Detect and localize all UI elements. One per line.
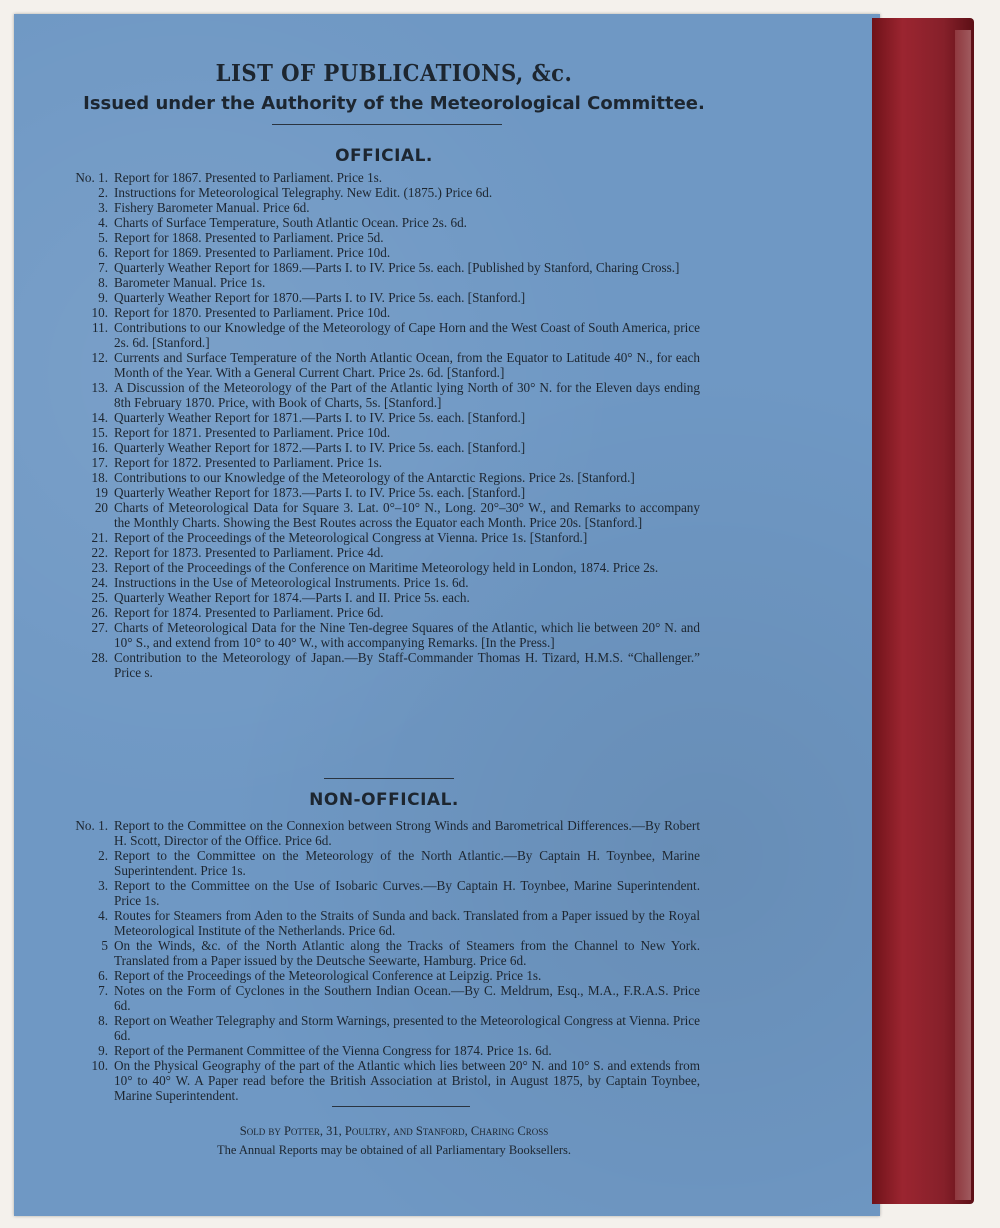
item-text: Quarterly Weather Report for 1874.—Parts I. and II. Price 5s. each.: [114, 590, 470, 605]
list-item: [60, 983, 700, 1013]
item-text: Report for 1874. Presented to Parliament. Price 6d.: [114, 605, 384, 620]
list-item: [60, 818, 700, 848]
item-number: 13.: [91, 380, 108, 395]
item-number: No. 1.: [75, 170, 108, 185]
item-text: Report for 1869. Presented to Parliament. Price 10d.: [114, 245, 391, 260]
item-number: 7.: [98, 983, 108, 998]
item-number: No. 1.: [75, 818, 108, 833]
item-text: Report for 1871. Presented to Parliament. Price 10d.: [114, 425, 391, 440]
item-text: On the Physical Geography of the part of the Atlantic which lies between 20° N. and 10° S. and extends from 10° to 40° W. A Paper read before the British Association at Bristol, in August 1875, by Captain Toynbee, Marine Superintendent.: [114, 1058, 700, 1103]
list-item: [60, 560, 700, 575]
item-number: 18.: [91, 470, 108, 485]
item-text: Quarterly Weather Report for 1873.—Parts I. to IV. Price 5s. each. [Stanford.]: [114, 485, 526, 500]
item-number: 17.: [91, 455, 108, 470]
list-item: [60, 908, 700, 938]
item-number: 27.: [91, 620, 108, 635]
item-number: 26.: [91, 605, 108, 620]
list-item: [60, 305, 700, 320]
page-subtitle: Issued under the Authority of the Meteorological Committee.: [83, 93, 705, 114]
item-text: Report for 1872. Presented to Parliament. Price 1s.: [114, 455, 383, 470]
item-number: 9.: [98, 290, 108, 305]
item-text: Fishery Barometer Manual. Price 6d.: [114, 200, 310, 215]
item-number: 11.: [92, 320, 108, 335]
item-text: Instructions in the Use of Meteorological Instruments. Price 1s. 6d.: [114, 575, 469, 590]
list-item: [60, 455, 700, 470]
list-item: [60, 878, 700, 908]
list-item: [60, 1058, 700, 1103]
item-number: 6.: [98, 245, 108, 260]
cover-content: [14, 14, 880, 1216]
item-number: 4.: [98, 215, 108, 230]
item-text: Report to the Committee on the Connexion between Strong Winds and Barometrical Differences.—By Robert H. Scott, Director of the Office. Price 6d.: [114, 818, 700, 848]
page-title: LIST OF PUBLICATIONS, &c.: [215, 60, 573, 87]
item-number: 25.: [91, 590, 108, 605]
pamphlet-cover: [14, 14, 880, 1216]
item-number: 12.: [91, 350, 108, 365]
list-item: [60, 410, 700, 425]
list-item: [60, 350, 700, 380]
item-number: 23.: [91, 560, 108, 575]
item-text: Quarterly Weather Report for 1869.—Parts I. to IV. Price 5s. each. [Published by Stanford, Charing Cross.]: [114, 260, 680, 275]
list-item: [60, 530, 700, 545]
item-text: Report for 1867. Presented to Parliament. Price 1s.: [114, 170, 383, 185]
item-text: Report for 1868. Presented to Parliament. Price 5d.: [114, 230, 384, 245]
list-item: [60, 245, 700, 260]
item-text: Report of the Proceedings of the Meteorological Congress at Vienna. Price 1s. [Stanford.]: [114, 530, 588, 545]
item-text: Charts of Meteorological Data for Square 3. Lat. 0°–10° N., Long. 20°–30° W., and Remarks to accompany the Monthly Charts. Showing the Best Routes across the Equator each Month. Price 20s. [Stanford.]: [114, 500, 700, 530]
official-heading: OFFICIAL.: [335, 146, 433, 166]
item-text: Instructions for Meteorological Telegraphy. New Edit. (1875.) Price 6d.: [114, 185, 493, 200]
item-number: 21.: [91, 530, 108, 545]
item-text: Report for 1873. Presented to Parliament. Price 4d.: [114, 545, 384, 560]
item-text: Report for 1870. Presented to Parliament. Price 10d.: [114, 305, 391, 320]
list-item: [60, 620, 700, 650]
list-item: [60, 575, 700, 590]
list-item: [60, 590, 700, 605]
list-item: [60, 968, 700, 983]
item-text: Report on Weather Telegraphy and Storm Warnings, presented to the Meteorological Congress at Vienna. Price 6d.: [114, 1013, 700, 1043]
item-number: 20: [94, 500, 108, 515]
item-number: 24.: [91, 575, 108, 590]
item-text: A Discussion of the Meteorology of the Part of the Atlantic lying North of 30° N. for the Eleven days ending 8th February 1870. Price, with Book of Charts, 5s. [Stanford.]: [114, 380, 700, 410]
item-number: 22.: [91, 545, 108, 560]
list-item: [60, 320, 700, 350]
item-text: Report of the Proceedings of the Conference on Maritime Meteorology held in London, 1874. Price 2s.: [114, 560, 659, 575]
item-text: Report of the Proceedings of the Meteorological Conference at Leipzig. Price 1s.: [114, 968, 542, 983]
item-text: Barometer Manual. Price 1s.: [114, 275, 266, 290]
item-text: Quarterly Weather Report for 1870.—Parts I. to IV. Price 5s. each. [Stanford.]: [114, 290, 526, 305]
title-divider: [272, 124, 502, 125]
item-text: Report of the Permanent Committee of the Vienna Congress for 1874. Price 1s. 6d.: [114, 1043, 552, 1058]
item-text: On the Winds, &c. of the North Atlantic along the Tracks of Steamers from the Channel to New York. Translated from a Paper issued by the Deutsche Seewarte, Hamburg. Price 6d.: [114, 938, 700, 968]
list-item: [60, 440, 700, 455]
non-official-heading: NON-OFFICIAL.: [309, 790, 459, 810]
item-number: 9.: [98, 1043, 108, 1058]
list-item: [60, 185, 700, 200]
list-item: [60, 650, 700, 680]
item-number: 19: [94, 485, 108, 500]
list-item: [60, 290, 700, 305]
non-official-list: [60, 818, 700, 1103]
item-text: Report to the Committee on the Meteorology of the North Atlantic.—By Captain H. Toynbee, Marine Superintendent. Price 1s.: [114, 848, 700, 878]
list-item: [60, 170, 700, 185]
footer-annual-reports: The Annual Reports may be obtained of all Parliamentary Booksellers.: [216, 1143, 572, 1157]
item-number: 8.: [98, 275, 108, 290]
item-number: 5.: [98, 230, 108, 245]
list-item: [60, 230, 700, 245]
item-text: Notes on the Form of Cyclones in the Southern Indian Ocean.—By C. Meldrum, Esq., M.A., F.R.A.S. Price 6d.: [114, 983, 700, 1013]
item-text: Quarterly Weather Report for 1872.—Parts I. to IV. Price 5s. each. [Stanford.]: [114, 440, 526, 455]
list-item: [60, 938, 700, 968]
list-item: [60, 1013, 700, 1043]
item-number: 3.: [98, 878, 108, 893]
list-item: [60, 485, 700, 500]
item-text: Charts of Meteorological Data for the Nine Ten-degree Squares of the Atlantic, which lie between 20° N. and 10° S., and extend from 10° to 40° W., with accompanying Remarks. [In the Press.]: [114, 620, 700, 650]
list-item: [60, 848, 700, 878]
section-divider: [324, 778, 454, 779]
item-number: 6.: [98, 968, 108, 983]
list-item: [60, 215, 700, 230]
list-item: [60, 260, 700, 275]
item-number: 10.: [91, 1058, 108, 1073]
item-text: Currents and Surface Temperature of the North Atlantic Ocean, from the Equator to Latitude 40° N., for each Month of the Year. With a General Current Chart. Price 2s. 6d. [Stanford.]: [114, 350, 700, 380]
list-item: [60, 380, 700, 410]
list-item: [60, 275, 700, 290]
footer-divider: [332, 1106, 470, 1107]
list-item: [60, 545, 700, 560]
list-item: [60, 425, 700, 440]
item-number: 16.: [91, 440, 108, 455]
item-number: 7.: [98, 260, 108, 275]
item-number: 2.: [98, 185, 108, 200]
official-list: [60, 170, 700, 680]
item-number: 28.: [91, 650, 108, 665]
list-item: [60, 200, 700, 215]
item-number: 3.: [98, 200, 108, 215]
item-text: Contributions to our Knowledge of the Meteorology of Cape Horn and the West Coast of South America, price 2s. 6d. [Stanford.]: [114, 320, 700, 350]
item-number: 10.: [91, 305, 108, 320]
list-item: [60, 500, 700, 530]
item-number: 2.: [98, 848, 108, 863]
item-text: Quarterly Weather Report for 1871.—Parts I. to IV. Price 5s. each. [Stanford.]: [114, 410, 526, 425]
item-number: 15.: [91, 425, 108, 440]
item-number: 5: [101, 938, 108, 953]
item-text: Report to the Committee on the Use of Isobaric Curves.—By Captain H. Toynbee, Marine Superintendent. Price 1s.: [114, 878, 700, 908]
footer-sold-by: Sold by Potter, 31, Poultry, and Stanford, Charing Cross: [239, 1124, 549, 1138]
item-text: Contributions to our Knowledge of the Meteorology of the Antarctic Regions. Price 2s. [Stanford.]: [114, 470, 635, 485]
footer: [14, 1122, 774, 1160]
spine-edge: [955, 30, 971, 1200]
item-text: Contribution to the Meteorology of Japan.—By Staff-Commander Thomas H. Tizard, H.M.S. “Challenger.” Price s.: [114, 650, 700, 680]
list-item: [60, 1043, 700, 1058]
list-item: [60, 470, 700, 485]
item-number: 8.: [98, 1013, 108, 1028]
item-text: Charts of Surface Temperature, South Atlantic Ocean. Price 2s. 6d.: [114, 215, 467, 230]
item-text: Routes for Steamers from Aden to the Straits of Sunda and back. Translated from a Paper issued by the Royal Meteorological Institute of the Netherlands. Price 6d.: [114, 908, 700, 938]
list-item: [60, 605, 700, 620]
item-number: 14.: [91, 410, 108, 425]
item-number: 4.: [98, 908, 108, 923]
